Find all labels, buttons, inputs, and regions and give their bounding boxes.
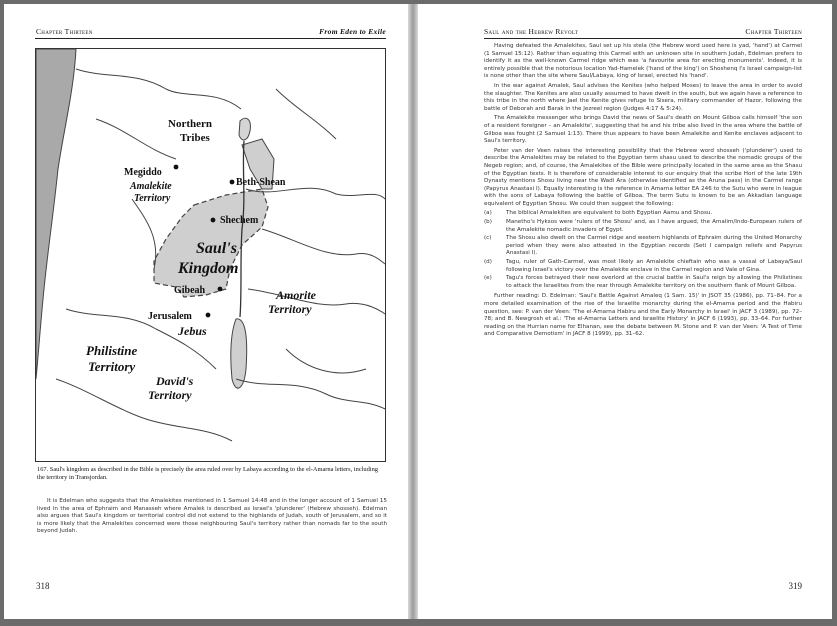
figure-caption: 167. Saul's kingdom as described in the Bible is precisely the area ruled over by Labaya according to the el-Amarna letters, including the territory in Transjordan.	[37, 466, 378, 482]
label-philistine: Philistine	[86, 343, 138, 358]
megiddo-marker	[174, 165, 179, 170]
label-northern: Northern	[168, 118, 212, 130]
beth-shean-marker	[230, 180, 235, 185]
map-figure	[35, 48, 386, 462]
label-gibeah: Gibeah	[174, 285, 206, 296]
left-body-text	[37, 498, 387, 538]
list-item	[484, 210, 802, 218]
list-item	[484, 259, 802, 274]
gibeah-marker	[218, 287, 223, 292]
list-marker: (c)	[484, 235, 492, 242]
list-text: Tagu, ruler of Gath-Carmel, was most likely an Amalekite chieftain who was a vassal of Labaya/Saul following Israel's victory over the Amalekite enclave in the Carmel region and Vale of Gina.	[506, 259, 802, 273]
label-beth-shean: Beth-Shean	[236, 177, 286, 188]
label-jebus: Jebus	[178, 324, 207, 338]
list-marker: (e)	[484, 275, 492, 282]
label-tribes: Tribes	[180, 132, 210, 144]
running-head-left: Chapter Thirteen	[36, 27, 93, 36]
page-number-right: 319	[788, 581, 802, 591]
running-head-right: From Eden to Exile	[319, 27, 386, 36]
sea-of-galilee	[239, 118, 250, 140]
label-kingdom: Kingdom	[178, 260, 239, 277]
label-megiddo: Megiddo	[124, 167, 162, 178]
left-page	[4, 4, 408, 619]
list-marker: (a)	[484, 210, 492, 217]
list-item	[484, 219, 802, 234]
shechem-marker	[211, 218, 216, 223]
book-gutter	[408, 4, 418, 619]
header-rule	[35, 38, 386, 39]
list-text: Tagu's forces betrayed their new overlord at the crucial battle in Saul's reign by allowing the Philistines to attack the Israelites from the rear through Amalekite territory on the southern flank of Mount Gilboa.	[506, 275, 802, 289]
jerusalem-marker	[206, 313, 211, 318]
list-marker: (b)	[484, 219, 492, 226]
list-item	[484, 235, 802, 258]
right-page	[418, 4, 832, 619]
header-rule	[484, 38, 802, 39]
label-sauls: Saul's	[196, 240, 237, 257]
label-davids: David's	[156, 374, 194, 388]
list-text: The Shosu also dwelt on the Carmel ridge and western highlands of Ephraim during the United Monarchy period when they were also attested in the Egyptian records (Seti I campaign reliefs and Papyrus Anastasi I).	[506, 235, 802, 257]
list-item	[484, 275, 802, 290]
list-text: The biblical Amalekites are equivalent to both Egyptian Aamu and Shosu.	[506, 210, 713, 217]
running-head-right: Chapter Thirteen	[745, 27, 802, 36]
label-jerusalem: Jerusalem	[148, 311, 192, 322]
running-head-left: Saul and the Hebrew Revolt	[484, 27, 579, 36]
further-reading: Further reading: D. Edelman: 'Saul's Battle Against Amaleq (1 Sam. 15)' in JSOT 35 (1986), pp. 71–84. For a more detailed examination of the rise of the Israelite monarchy during the el-Amarna period and the Habiru question, see: P. van der Veen: 'The el-Amarna Habiru and the Early Monarchy in Israel' in JACF 3 (1989), pp. 72–78; and B. Newgrosh et al.: 'The el-Amarna Letters and Israelite History' in JACF 6 (1993), pp. 33–64. For further reading on the Hurrian name for Elhanan, see the debate between M. Stone and P. van der Veen: 'A Test of Time and Comparative Demotism' in JACF 8 (1999), pp. 31–62.	[484, 293, 802, 338]
paragraph: The Amalekite messenger who brings David the news of Saul's death on Mount Gilboa calls himself 'the son of a resident foreigner – an Amalekite', suggesting that he and his tribe also lived in the area where the battle of Gilboa was fought (2 Samuel 1:13). There thus appears to have been Amalekite and Kenite enclaves adjacent to Saul's territory.	[484, 115, 802, 145]
list-text: Manetho's Hyksos were 'rulers of the Shosu' and, as I have argued, the Amalim/Indo-European rulers of the Amalekite nomadic invaders of Egypt.	[506, 219, 802, 233]
list-marker: (d)	[484, 259, 492, 266]
mediterranean-sea	[36, 49, 76, 379]
label-amorite: Amorite	[276, 288, 317, 302]
label-shechem: Shechem	[220, 215, 259, 226]
right-body-text	[484, 43, 802, 341]
left-body-paragraph: It is Edelman who suggests that the Amalekites mentioned in 1 Samuel 14:48 and in the longer account of 1 Samuel 15 lived in the area of Ephraim and Manasseh where Amalek is described as Israel's 'plunderer' (Hebrew shosseh). Edelman also argues that Saul's kingdom or territorial control did not extend to the highlands of Judah, south of Jerusalem, and so it is more likely that the Amalekites concerned were those neighbouring Saul's territory rather than nomads far to the south beyond Judah.	[37, 498, 387, 535]
label-amorite-territory: Territory	[268, 302, 312, 316]
dead-sea	[231, 319, 247, 388]
paragraph: Peter van der Veen raises the interesting possibility that the Hebrew word shosseh ('plunderer') used to describe the Amalekites may be related to the Egyptian term shasu used to describe the nomadic groups of the Negeb region; and, of course, the Amalekites of the Bible were principally located in the same area as the Shasu of the Egyptian texts. It is therefore of considerable interest to our enquiry that the scribe Hori of the late 19th Dynasty mentions Shosu living near the Wadi Ara (otherwise identified as the Aruna pass) in the Carmel range (Papyrus Anastasi I). Equally interesting is the reference in Amarna letter EA 246 to the Sutu who were in league with the sons of Labaya following the battle of Gilboa. The term Sutu is known to be an Akkadian language equivalent of Egyptian Shosu. We could then suggest the following:	[484, 147, 802, 207]
paragraph: Having defeated the Amalekites, Saul set up his stela (the Hebrew word used here is yad, 'hand') at Carmel (1 Samuel 15:12). Rather than equating this Carmel with an unknown site in southern Judah, Edelman prefers to identify it as the well-known Carmel ridge which was 'a favourite area for erecting monuments'. Indeed, it is entirely possible that the notorious location Yad-Hamelek ('hand of the king') on Shoshenq I's Israel campaign-list is none other than the site where Saul/Labaya, king of Israel, erected his 'hand'.	[484, 43, 802, 80]
label-amalekite: Amalekite	[130, 181, 172, 192]
label-philistine-territory: Territory	[88, 359, 136, 374]
label-amalekite-territory: Territory	[134, 193, 171, 204]
enumerated-list	[484, 210, 802, 290]
page-number-left: 318	[36, 581, 50, 591]
paragraph: In the war against Amalek, Saul advises the Kenites (who helped Moses) to leave the area in order to avoid the slaughter. The Kenites are also usually assumed to have dwelt in the south, but we again have a reference to this tribe in the north where Jael the Kenite gives refuge to Sisera, military commander of Hazor, following the battle of Deborah and Barak in the Jezreel region (Judges 4:17 & 5:24).	[484, 82, 802, 112]
label-davids-territory: Territory	[148, 388, 192, 402]
